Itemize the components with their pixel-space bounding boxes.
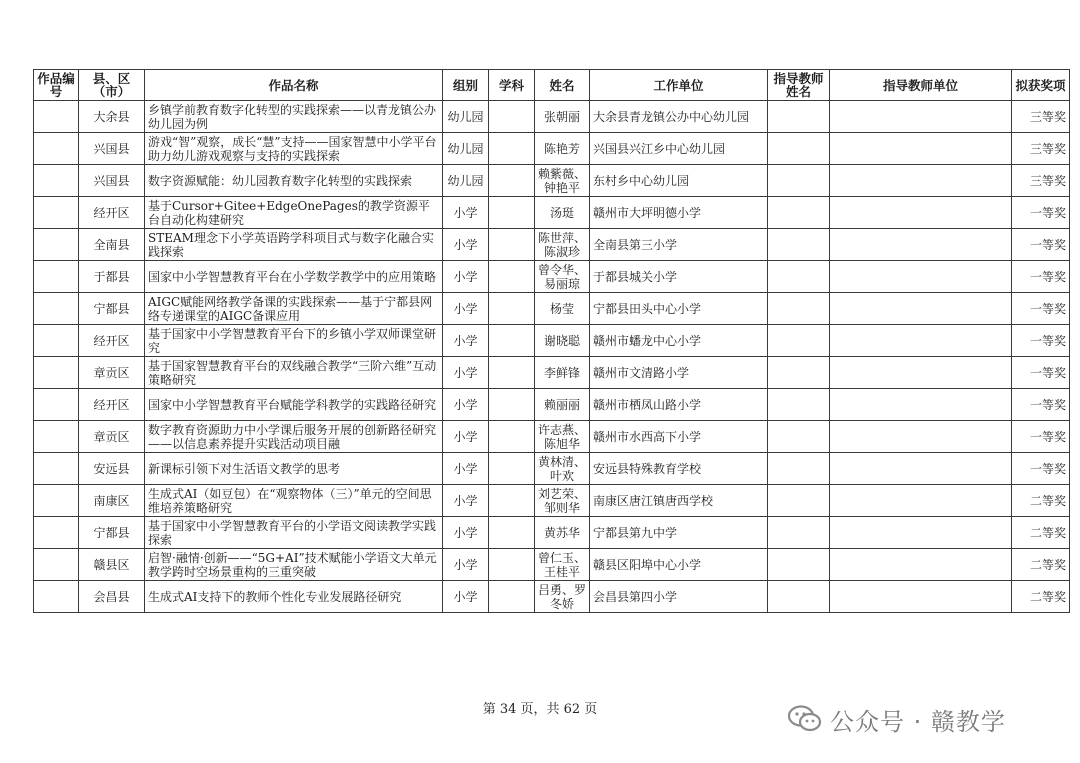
- award-cell: 三等奖: [1012, 133, 1070, 165]
- author-name-cell: 赖丽丽: [535, 389, 590, 421]
- county-cell: 经开区: [79, 197, 145, 229]
- advisor-name-cell: [768, 293, 830, 325]
- advisor-unit-cell: [830, 357, 1012, 389]
- advisor-unit-cell: [830, 453, 1012, 485]
- advisor-name-cell: [768, 485, 830, 517]
- row-number-cell: [34, 197, 79, 229]
- subject-cell: [489, 101, 535, 133]
- work-title-cell: 乡镇学前教育数字化转型的实践探索——以青龙镇公办幼儿园为例: [145, 101, 443, 133]
- advisor-name-cell: [768, 549, 830, 581]
- county-cell: 章贡区: [79, 421, 145, 453]
- subject-cell: [489, 165, 535, 197]
- subject-cell: [489, 581, 535, 613]
- row-number-cell: [34, 549, 79, 581]
- author-name-cell: 谢晓聪: [535, 325, 590, 357]
- author-name-cell: 曾仁玉、王桂平: [535, 549, 590, 581]
- advisor-name-cell: [768, 197, 830, 229]
- work-unit-cell: 赣州市水西高下小学: [590, 421, 768, 453]
- county-cell: 南康区: [79, 485, 145, 517]
- row-number-cell: [34, 485, 79, 517]
- header-cell: 学科: [489, 70, 535, 101]
- group-cell: 小学: [443, 197, 489, 229]
- table-row: [34, 229, 1070, 261]
- table-row: [34, 133, 1070, 165]
- work-unit-cell: 兴国县兴江乡中心幼儿园: [590, 133, 768, 165]
- author-name-cell: 许志燕、陈旭华: [535, 421, 590, 453]
- advisor-unit-cell: [830, 101, 1012, 133]
- group-cell: 小学: [443, 229, 489, 261]
- header-cell: 作品名称: [145, 70, 443, 101]
- award-cell: 三等奖: [1012, 165, 1070, 197]
- award-cell: 一等奖: [1012, 197, 1070, 229]
- author-name-cell: 黄林清、叶欢: [535, 453, 590, 485]
- county-cell: 兴国县: [79, 133, 145, 165]
- county-cell: 安远县: [79, 453, 145, 485]
- advisor-name-cell: [768, 165, 830, 197]
- advisor-unit-cell: [830, 229, 1012, 261]
- header-cell: 组别: [443, 70, 489, 101]
- work-title-cell: 生成式AI（如豆包）在“观察物体（三）”单元的空间思维培养策略研究: [145, 485, 443, 517]
- work-unit-cell: 宁都县第九中学: [590, 517, 768, 549]
- header-cell: 工作单位: [590, 70, 768, 101]
- county-cell: 经开区: [79, 325, 145, 357]
- work-title-cell: 基于Cursor+Gitee+EdgeOnePages的教学资源平台自动化构建研究: [145, 197, 443, 229]
- group-cell: 小学: [443, 453, 489, 485]
- group-cell: 幼儿园: [443, 101, 489, 133]
- subject-cell: [489, 389, 535, 421]
- award-cell: 一等奖: [1012, 325, 1070, 357]
- advisor-unit-cell: [830, 197, 1012, 229]
- advisor-name-cell: [768, 581, 830, 613]
- award-cell: 一等奖: [1012, 293, 1070, 325]
- row-number-cell: [34, 581, 79, 613]
- author-name-cell: 陈艳芳: [535, 133, 590, 165]
- group-cell: 小学: [443, 293, 489, 325]
- author-name-cell: 陈世萍、陈淑珍: [535, 229, 590, 261]
- work-unit-cell: 安远县特殊教育学校: [590, 453, 768, 485]
- row-number-cell: [34, 421, 79, 453]
- header-cell: 作品编号: [34, 70, 79, 101]
- work-unit-cell: 赣州市大坪明德小学: [590, 197, 768, 229]
- page-number: 第 34 页，共 62 页: [482, 702, 598, 717]
- award-cell: 一等奖: [1012, 453, 1070, 485]
- work-unit-cell: 赣州市文清路小学: [590, 357, 768, 389]
- table-row: [34, 261, 1070, 293]
- work-title-cell: 国家中小学智慧教育平台在小学数学教学中的应用策略: [145, 261, 443, 293]
- group-cell: 小学: [443, 581, 489, 613]
- advisor-name-cell: [768, 261, 830, 293]
- work-title-cell: 生成式AI支持下的教师个性化专业发展路径研究: [145, 581, 443, 613]
- watermark: [788, 701, 1006, 737]
- subject-cell: [489, 549, 535, 581]
- table-row: [34, 357, 1070, 389]
- award-cell: 二等奖: [1012, 517, 1070, 549]
- table-row: [34, 389, 1070, 421]
- award-cell: 三等奖: [1012, 101, 1070, 133]
- advisor-unit-cell: [830, 389, 1012, 421]
- award-cell: 一等奖: [1012, 421, 1070, 453]
- subject-cell: [489, 357, 535, 389]
- county-cell: 章贡区: [79, 357, 145, 389]
- group-cell: 小学: [443, 485, 489, 517]
- table-body: [34, 101, 1070, 613]
- subject-cell: [489, 421, 535, 453]
- header-cell: 指导教师单位: [830, 70, 1012, 101]
- county-cell: 会昌县: [79, 581, 145, 613]
- table-row: [34, 581, 1070, 613]
- county-cell: 于都县: [79, 261, 145, 293]
- advisor-unit-cell: [830, 325, 1012, 357]
- subject-cell: [489, 293, 535, 325]
- work-title-cell: 游戏“智”观察，成长“慧”支持——国家智慧中小学平台助力幼儿游戏观察与支持的实践探索: [145, 133, 443, 165]
- author-name-cell: 曾令华、易丽琼: [535, 261, 590, 293]
- group-cell: 小学: [443, 421, 489, 453]
- award-cell: 二等奖: [1012, 581, 1070, 613]
- table-row: [34, 165, 1070, 197]
- work-title-cell: 基于国家智慧教育平台的双线融合教学“三阶六维”互动策略研究: [145, 357, 443, 389]
- award-cell: 一等奖: [1012, 389, 1070, 421]
- work-unit-cell: 大余县青龙镇公办中心幼儿园: [590, 101, 768, 133]
- author-name-cell: 吕勇、罗冬娇: [535, 581, 590, 613]
- advisor-unit-cell: [830, 133, 1012, 165]
- header-cell: 拟获奖项: [1012, 70, 1070, 101]
- county-cell: 全南县: [79, 229, 145, 261]
- work-unit-cell: 南康区唐江镇唐西学校: [590, 485, 768, 517]
- advisor-unit-cell: [830, 581, 1012, 613]
- advisor-unit-cell: [830, 165, 1012, 197]
- advisor-name-cell: [768, 517, 830, 549]
- group-cell: 小学: [443, 357, 489, 389]
- group-cell: 小学: [443, 517, 489, 549]
- group-cell: 小学: [443, 325, 489, 357]
- work-title-cell: 基于国家中小学智慧教育平台下的乡镇小学双师课堂研究: [145, 325, 443, 357]
- author-name-cell: 汤珽: [535, 197, 590, 229]
- row-number-cell: [34, 357, 79, 389]
- subject-cell: [489, 197, 535, 229]
- author-name-cell: 李鲜锋: [535, 357, 590, 389]
- table-row: [34, 517, 1070, 549]
- advisor-unit-cell: [830, 421, 1012, 453]
- row-number-cell: [34, 133, 79, 165]
- work-unit-cell: 赣县区阳埠中心小学: [590, 549, 768, 581]
- work-title-cell: STEAM理念下小学英语跨学科项目式与数字化融合实践探索: [145, 229, 443, 261]
- table-row: [34, 485, 1070, 517]
- subject-cell: [489, 229, 535, 261]
- award-cell: 一等奖: [1012, 357, 1070, 389]
- subject-cell: [489, 453, 535, 485]
- row-number-cell: [34, 293, 79, 325]
- table-row: [34, 549, 1070, 581]
- work-unit-cell: 宁都县田头中心小学: [590, 293, 768, 325]
- row-number-cell: [34, 165, 79, 197]
- advisor-unit-cell: [830, 517, 1012, 549]
- header-cell: 姓名: [535, 70, 590, 101]
- table-row: [34, 293, 1070, 325]
- county-cell: 大余县: [79, 101, 145, 133]
- group-cell: 小学: [443, 261, 489, 293]
- row-number-cell: [34, 389, 79, 421]
- work-unit-cell: 于都县城关小学: [590, 261, 768, 293]
- work-title-cell: 新课标引领下对生活语文教学的思考: [145, 453, 443, 485]
- table-row: [34, 421, 1070, 453]
- subject-cell: [489, 517, 535, 549]
- row-number-cell: [34, 261, 79, 293]
- group-cell: 幼儿园: [443, 133, 489, 165]
- county-cell: 兴国县: [79, 165, 145, 197]
- advisor-unit-cell: [830, 261, 1012, 293]
- award-cell: 一等奖: [1012, 261, 1070, 293]
- work-title-cell: 数字资源赋能：幼儿园教育数字化转型的实践探索: [145, 165, 443, 197]
- row-number-cell: [34, 453, 79, 485]
- work-unit-cell: 赣州市栖凤山路小学: [590, 389, 768, 421]
- county-cell: 赣县区: [79, 549, 145, 581]
- work-title-cell: 数字教育资源助力中小学课后服务开展的创新路径研究——以信息素养提升实践活动项目融: [145, 421, 443, 453]
- table-row: [34, 453, 1070, 485]
- table-row: [34, 325, 1070, 357]
- header-row: [34, 70, 1070, 101]
- advisor-unit-cell: [830, 293, 1012, 325]
- row-number-cell: [34, 517, 79, 549]
- advisor-name-cell: [768, 421, 830, 453]
- author-name-cell: 杨莹: [535, 293, 590, 325]
- row-number-cell: [34, 325, 79, 357]
- subject-cell: [489, 485, 535, 517]
- work-title-cell: 启智·融情·创新——“5G+AI”技术赋能小学语文大单元教学跨时空场景重构的三重突破: [145, 549, 443, 581]
- table-row: [34, 197, 1070, 229]
- subject-cell: [489, 133, 535, 165]
- author-name-cell: 张朝丽: [535, 101, 590, 133]
- advisor-unit-cell: [830, 485, 1012, 517]
- work-unit-cell: 赣州市蟠龙中心小学: [590, 325, 768, 357]
- advisor-name-cell: [768, 389, 830, 421]
- advisor-name-cell: [768, 325, 830, 357]
- county-cell: 经开区: [79, 389, 145, 421]
- award-cell: 一等奖: [1012, 229, 1070, 261]
- work-unit-cell: 东村乡中心幼儿园: [590, 165, 768, 197]
- table-row: [34, 101, 1070, 133]
- subject-cell: [489, 261, 535, 293]
- group-cell: 小学: [443, 389, 489, 421]
- watermark-text: 公众号 · 赣教学: [830, 707, 1006, 736]
- award-cell: 二等奖: [1012, 549, 1070, 581]
- awards-table: [33, 69, 1070, 613]
- group-cell: 幼儿园: [443, 165, 489, 197]
- author-name-cell: 黄苏华: [535, 517, 590, 549]
- group-cell: 小学: [443, 549, 489, 581]
- subject-cell: [489, 325, 535, 357]
- advisor-name-cell: [768, 133, 830, 165]
- county-cell: 宁都县: [79, 293, 145, 325]
- header-cell: 县、区（市）: [79, 70, 145, 101]
- advisor-name-cell: [768, 101, 830, 133]
- county-cell: 宁都县: [79, 517, 145, 549]
- work-title-cell: 基于国家中小学智慧教育平台的小学语文阅读教学实践探索: [145, 517, 443, 549]
- wechat-icon: [788, 705, 822, 733]
- advisor-name-cell: [768, 229, 830, 261]
- work-unit-cell: 全南县第三小学: [590, 229, 768, 261]
- header-cell: 指导教师姓名: [768, 70, 830, 101]
- author-name-cell: 赖紫薇、钟艳平: [535, 165, 590, 197]
- work-title-cell: 国家中小学智慧教育平台赋能学科教学的实践路径研究: [145, 389, 443, 421]
- author-name-cell: 刘艺荣、邹则华: [535, 485, 590, 517]
- row-number-cell: [34, 101, 79, 133]
- work-unit-cell: 会昌县第四小学: [590, 581, 768, 613]
- advisor-name-cell: [768, 357, 830, 389]
- advisor-name-cell: [768, 453, 830, 485]
- advisor-unit-cell: [830, 549, 1012, 581]
- work-title-cell: AIGC赋能网络教学备课的实践探索——基于宁都县网络专递课堂的AIGC备课应用: [145, 293, 443, 325]
- row-number-cell: [34, 229, 79, 261]
- award-cell: 二等奖: [1012, 485, 1070, 517]
